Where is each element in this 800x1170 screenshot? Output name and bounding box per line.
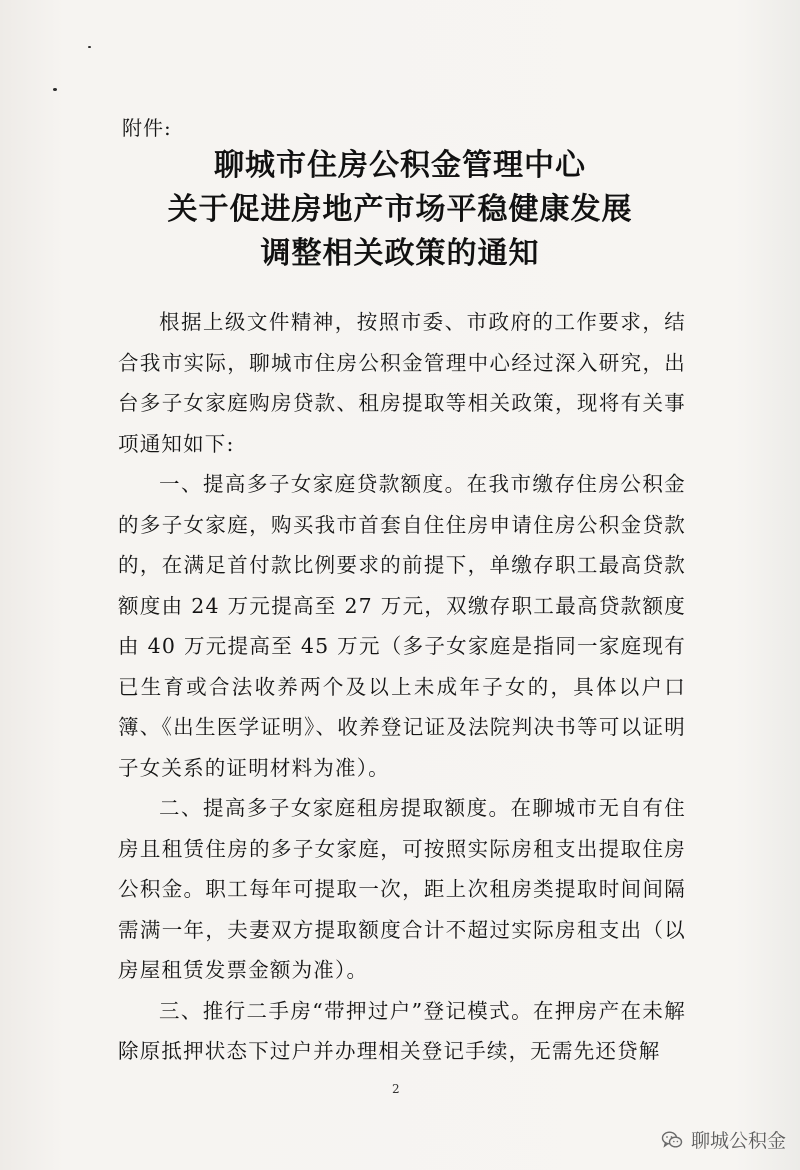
paragraph-item-1: 一、提高多子女家庭贷款额度。在我市缴存住房公积金的多子女家庭，购买我市首套自住住房申请住房公积金贷款的，在满足首付款比例要求的前提下，单缴存职工最高贷款额度由 24 万元提高至 27 万元，双缴存职工最高贷款额度由 40 万元提高至 45 万元（多子女家庭是指同一家庭现有已生育或合法收养两个及以上未成年子女的，具体以户口簿、《出生医学证明》、收养登记证及法院判决书等可以证明子女关系的证明材料为准）。 [118, 472, 686, 780]
watermark-text: 聊城公积金 [690, 1130, 786, 1152]
page-number: 2 [392, 1082, 400, 1096]
wechat-watermark [661, 1126, 786, 1153]
document-title-line-2: 关于促进房地产市场平稳健康发展 [167, 192, 633, 227]
paragraph-item-2: 二、提高多子女家庭租房提取额度。在聊城市无自有住房且租赁住房的多子女家庭，可按照实际房租支出提取住房公积金。职工每年可提取一次，距上次租房类提取时间间隔需满一年，夫妻双方提取额度合计不超过实际房租支出（以房屋租赁发票金额为准）。 [118, 796, 686, 982]
paragraph-item-3: 三、推行二手房“带押过户”登记模式。在押房产在未解除原抵押状态下过户并办理相关登记手续，无需先还贷解 [118, 998, 686, 1063]
wechat-icon [661, 1130, 683, 1150]
document-body [118, 302, 686, 1072]
scan-speck [53, 88, 57, 91]
attachment-label: 附件: [122, 116, 172, 140]
document-title-line-1: 聊城市住房公积金管理中心 [214, 148, 586, 183]
scan-speck [88, 46, 91, 48]
paragraph-intro: 根据上级文件精神，按照市委、市政府的工作要求，结合我市实际，聊城市住房公积金管理中心经过深入研究，出台多子女家庭购房贷款、租房提取等相关政策，现将有关事项通知如下: [118, 310, 686, 456]
document-title-line-3: 调整相关政策的通知 [260, 236, 540, 271]
